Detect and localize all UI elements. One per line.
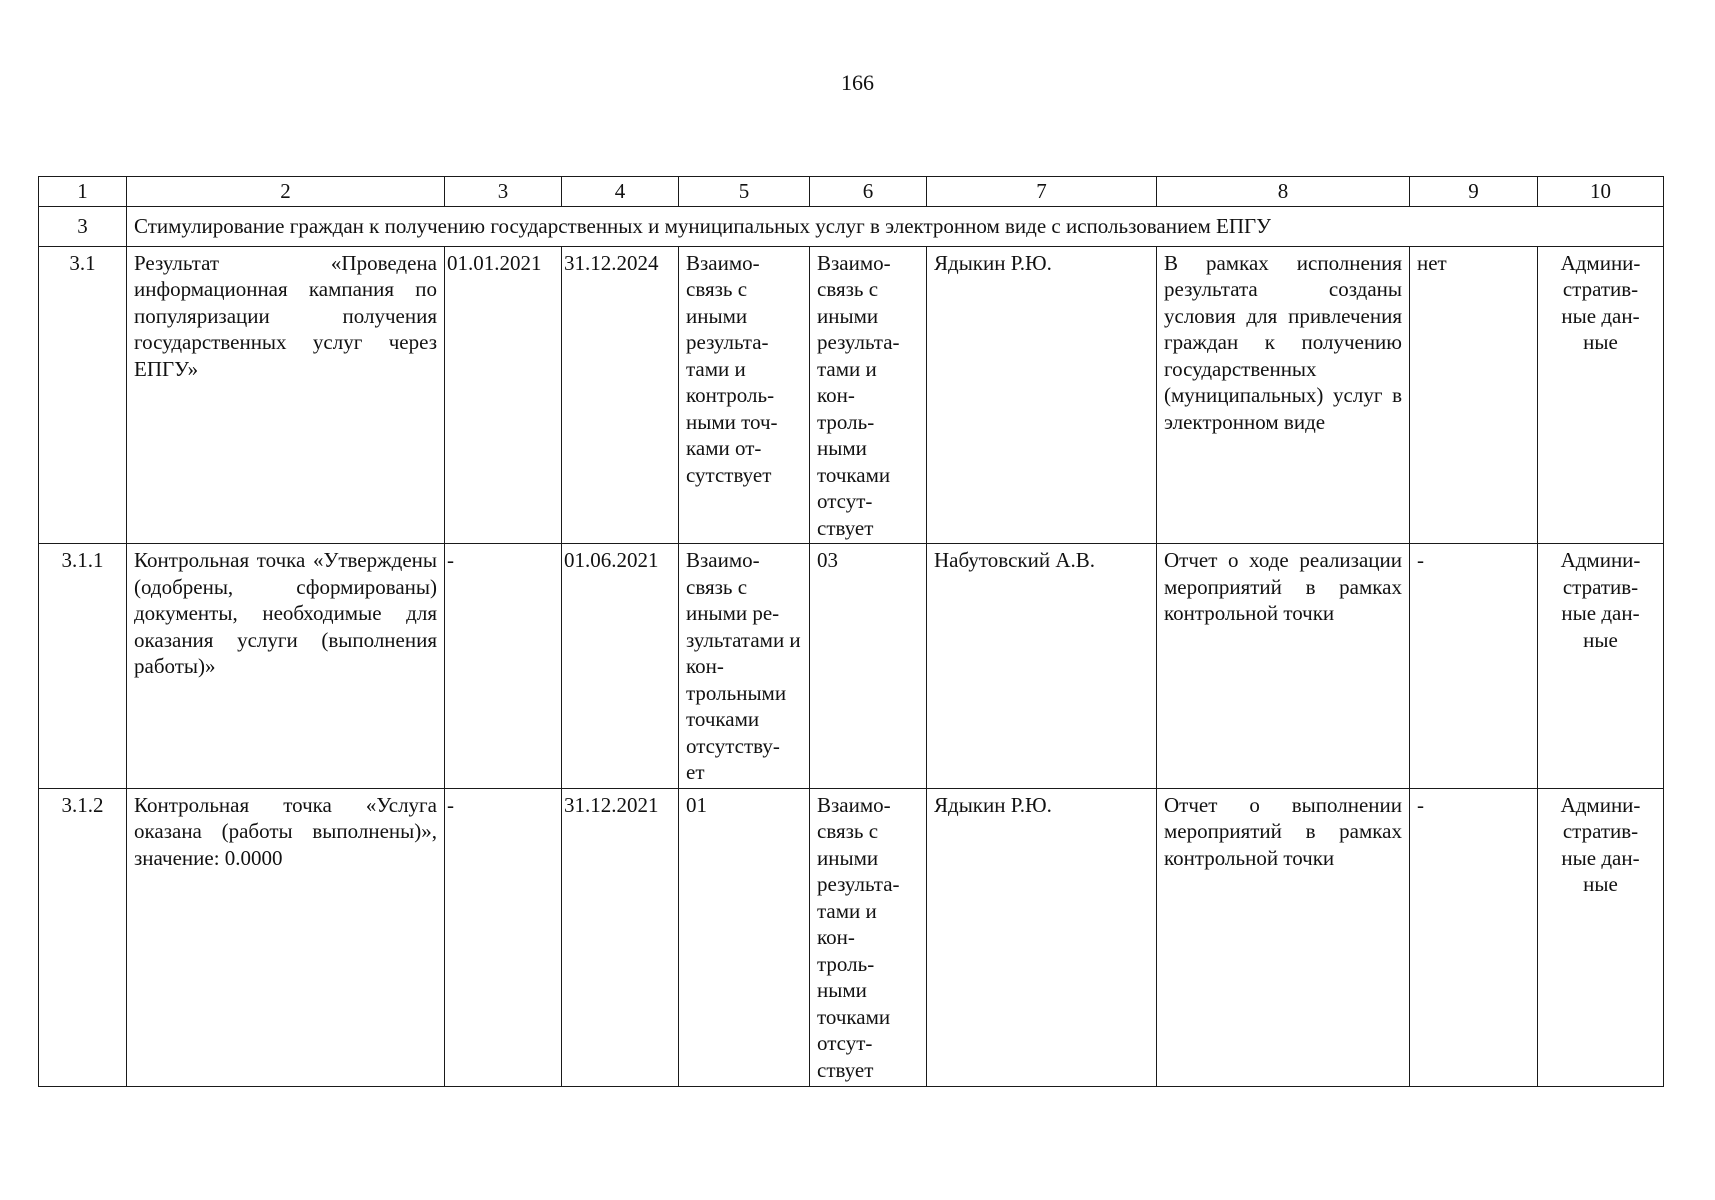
- column-9-value: -: [1410, 544, 1538, 789]
- column-9-value: -: [1410, 788, 1538, 1086]
- data-source: Админи- стратив- ные дан- ные: [1538, 544, 1664, 789]
- page-number: 166: [841, 70, 874, 95]
- responsible-person: Ядыкин Р.Ю.: [927, 788, 1157, 1086]
- responsible-person: Набутовский А.В.: [927, 544, 1157, 789]
- row-number: 3.1: [39, 246, 127, 544]
- column-9-value: нет: [1410, 246, 1538, 544]
- column-header: 4: [562, 177, 679, 207]
- predecessor-cell: 01: [679, 788, 810, 1086]
- result-document: Отчет о выполнении мероприятий в рамках контрольной точки: [1157, 788, 1410, 1086]
- data-source: Админи- стратив- ные дан- ные: [1538, 246, 1664, 544]
- column-header: 5: [679, 177, 810, 207]
- column-header: 7: [927, 177, 1157, 207]
- column-header: 1: [39, 177, 127, 207]
- end-date: 31.12.2024: [562, 246, 679, 544]
- row-name: Результат «Проведена информационная кампания по популяризации получения государственных услуг через ЕПГУ»: [127, 246, 445, 544]
- successor-cell: Взаимо- связь с иными результа- тами и кон- троль- ными точками отсут- ствует: [810, 246, 927, 544]
- column-header: 3: [445, 177, 562, 207]
- column-header-row: [39, 177, 1664, 207]
- result-document: Отчет о ходе реализации мероприятий в рамках контрольной точки: [1157, 544, 1410, 789]
- start-date: -: [445, 544, 562, 789]
- start-date: 01.01.2021: [445, 246, 562, 544]
- predecessor-cell: Взаимо- связь с иными ре- зультатами и кон- трольными точками отсутству- ет: [679, 544, 810, 789]
- row-name: Контрольная точка «Утверждены (одобрены, сформированы) документы, необходимые для оказания услуги (выполнения работы)»: [127, 544, 445, 789]
- column-header: 2: [127, 177, 445, 207]
- successor-cell: Взаимо- связь с иными результа- тами и кон- троль- ными точками отсут- ствует: [810, 788, 927, 1086]
- plan-table: [38, 176, 1664, 1087]
- result-document: В рамках исполнения результата созданы условия для привлечения граждан к получению государственных (муниципальных) услуг в электронном виде: [1157, 246, 1410, 544]
- end-date: 31.12.2021: [562, 788, 679, 1086]
- section-title: Стимулирование граждан к получению государственных и муниципальных услуг в электронном виде с использованием ЕПГУ: [127, 206, 1664, 246]
- column-header: 6: [810, 177, 927, 207]
- row-number: 3.1.2: [39, 788, 127, 1086]
- row-name: Контрольная точка «Услуга оказана (работы выполнены)», значение: 0.0000: [127, 788, 445, 1086]
- row-number: 3.1.1: [39, 544, 127, 789]
- end-date: 01.06.2021: [562, 544, 679, 789]
- responsible-person: Ядыкин Р.Ю.: [927, 246, 1157, 544]
- table-row: [39, 246, 1664, 544]
- column-header: 8: [1157, 177, 1410, 207]
- table-row: [39, 544, 1664, 789]
- section-row: [39, 206, 1664, 246]
- column-header: 10: [1538, 177, 1664, 207]
- predecessor-cell: Взаимо- связь с иными результа- тами и контроль- ными точ- ками от- сутствует: [679, 246, 810, 544]
- start-date: -: [445, 788, 562, 1086]
- successor-cell: 03: [810, 544, 927, 789]
- section-number: 3: [39, 206, 127, 246]
- data-source: Админи- стратив- ные дан- ные: [1538, 788, 1664, 1086]
- table-row: [39, 788, 1664, 1086]
- column-header: 9: [1410, 177, 1538, 207]
